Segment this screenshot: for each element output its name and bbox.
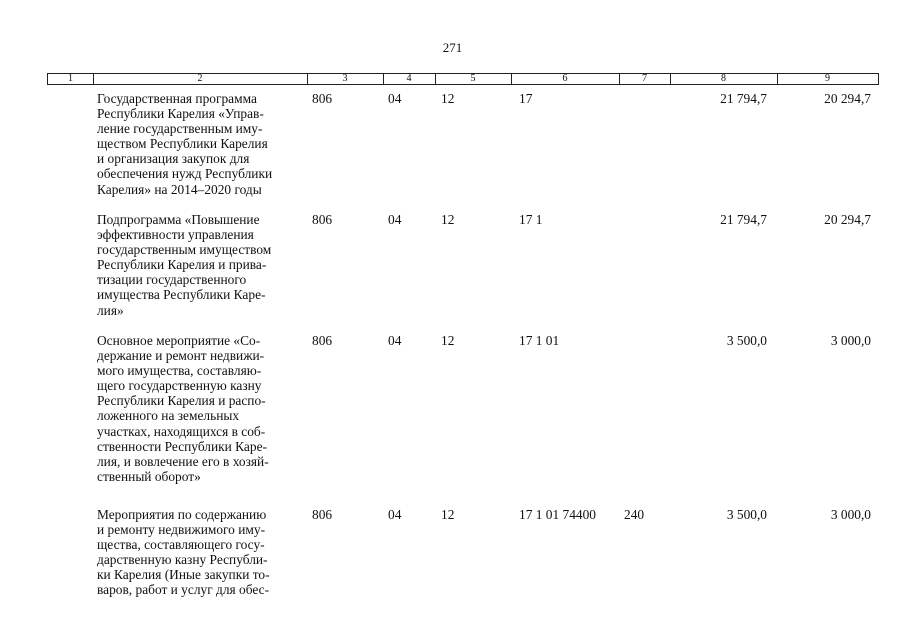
- row-name-line: Республики Карелия и распо-: [97, 393, 266, 409]
- ministry-code: 806: [312, 333, 333, 348]
- amount-col8: 21 794,7: [720, 212, 767, 227]
- row-name-line: Государственная программа: [97, 91, 257, 106]
- row-name-line: ки Карелия (Иные закупки то-: [97, 567, 270, 583]
- ministry-code: 806: [312, 212, 333, 227]
- column-number-4: 4: [406, 73, 412, 84]
- column-number-2: 2: [197, 73, 203, 84]
- row-name-line: и организация закупок для: [97, 151, 250, 167]
- amount-col9: 3 000,0: [830, 507, 871, 522]
- row-name-line: ление государственным иму-: [97, 121, 263, 137]
- row-name-line: имущества Республики Каре-: [97, 287, 266, 303]
- page-number: 271: [442, 40, 463, 55]
- row-name-cell: [97, 333, 269, 484]
- row-name-line: обеспечения нужд Республики: [97, 166, 273, 182]
- column-number-5: 5: [470, 73, 476, 84]
- row-name-line: эффективности управления: [97, 227, 254, 243]
- column-number-3: 3: [342, 73, 348, 84]
- row-name-line: участках, находящихся в соб-: [97, 423, 266, 439]
- row-name-line: Карелия» на 2014–2020 годы: [97, 181, 262, 197]
- column-number-9: 9: [825, 73, 830, 84]
- subsection-code: 12: [441, 333, 455, 348]
- subsection-code: 12: [441, 212, 455, 227]
- row-name-cell: [97, 212, 271, 318]
- expense-type-code: 240: [624, 507, 645, 522]
- ministry-code: 806: [312, 507, 333, 522]
- column-number-header: [47, 73, 879, 85]
- row-name-line: варов, работ и услуг для обес-: [97, 582, 270, 598]
- row-name-line: мого имущества, составляю-: [97, 363, 262, 379]
- section-code: 04: [388, 333, 402, 348]
- section-code: 04: [388, 507, 402, 522]
- subsection-code: 12: [441, 507, 455, 522]
- row-name-line: дарственную казну Республи-: [97, 552, 268, 568]
- row-name-line: государственным имуществом: [97, 242, 272, 258]
- target-item-code: 17 1 01: [519, 333, 560, 348]
- section-code: 04: [388, 91, 402, 106]
- column-number-7: 7: [642, 73, 647, 84]
- amount-col9: 3 000,0: [830, 333, 871, 348]
- row-name-line: и ремонту недвижимого иму-: [97, 522, 266, 538]
- column-number-1: 1: [68, 73, 73, 84]
- row-name-line: Республики Карелия и прива-: [97, 257, 267, 273]
- amount-col9: 20 294,7: [824, 212, 871, 227]
- amount-col8: 3 500,0: [726, 507, 767, 522]
- row-name-line: лия, и вовлечение его в хозяй-: [97, 453, 269, 469]
- row-name-line: ществом Республики Карелия: [97, 136, 268, 152]
- ministry-code: 806: [312, 91, 333, 106]
- row-name-line: лия»: [97, 302, 124, 318]
- row-name-line: щества, составляющего госу-: [97, 537, 265, 553]
- subsection-code: 12: [441, 91, 455, 106]
- target-item-code: 17 1: [519, 212, 543, 227]
- row-name-line: держание и ремонт недвижи-: [97, 348, 265, 364]
- row-name-line: Мероприятия по содержанию: [97, 507, 267, 522]
- column-number-6: 6: [562, 73, 568, 84]
- row-name-line: тизации государственного: [97, 272, 247, 288]
- row-name-line: ственный оборот»: [97, 468, 201, 484]
- row-name-cell: [97, 507, 270, 598]
- section-code: 04: [388, 212, 402, 227]
- amount-col8: 21 794,7: [720, 91, 767, 106]
- row-name-line: ложенного на земельных: [97, 408, 240, 424]
- row-name-line: ственности Республики Каре-: [97, 438, 267, 454]
- column-number-8: 8: [721, 73, 726, 84]
- target-item-code: 17: [519, 91, 533, 106]
- row-name-line: щего государственную казну: [97, 378, 262, 394]
- amount-col9: 20 294,7: [824, 91, 871, 106]
- row-name-cell: [97, 91, 272, 197]
- row-name-line: Основное мероприятие «Со-: [97, 333, 261, 348]
- amount-col8: 3 500,0: [726, 333, 767, 348]
- row-name-line: Республики Карелия «Управ-: [97, 106, 264, 122]
- row-name-line: Подпрограмма «Повышение: [97, 212, 260, 227]
- target-item-code: 17 1 01 74400: [519, 507, 596, 522]
